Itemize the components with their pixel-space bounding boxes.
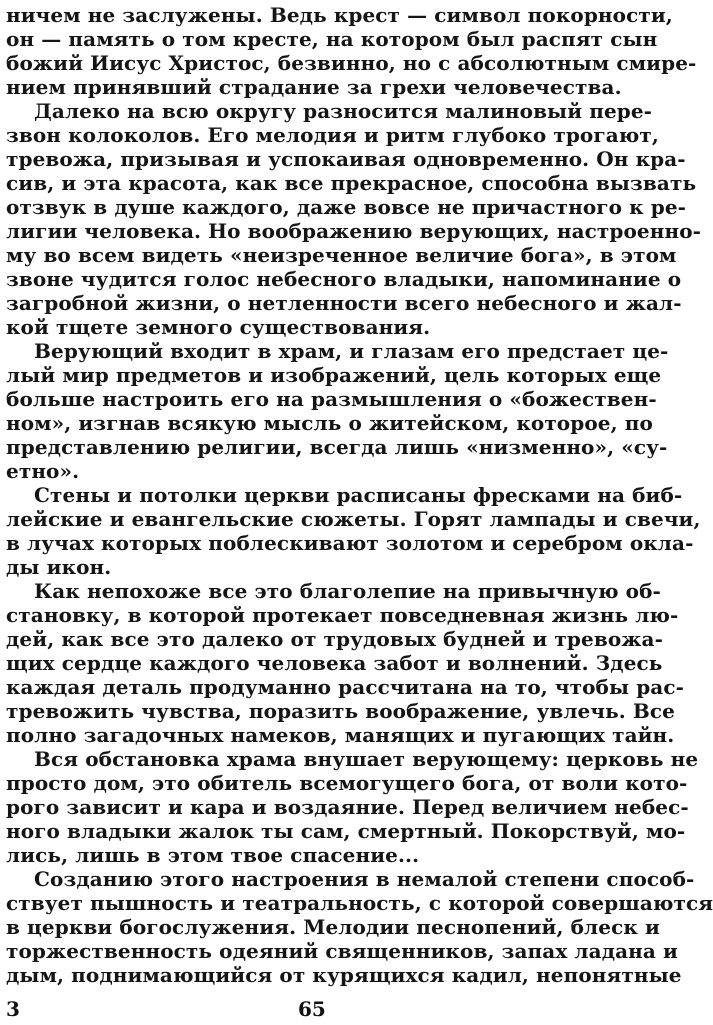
text-line: больше настроить его на размышления о «божествен- bbox=[6, 387, 657, 411]
text-line: Созданию этого настроения в немалой степени способ- bbox=[34, 867, 695, 891]
text-line: сив, и эта красота, как все прекрасное, способна вызвать bbox=[6, 171, 697, 195]
text-line: в лучах которых поблескивают золотом и серебром окла- bbox=[6, 531, 694, 555]
text-line: ствует пышность и театральность, с которой совершаются bbox=[6, 891, 713, 915]
text-line: лись, лишь в этом твое спасение... bbox=[6, 843, 420, 867]
text-line: лый мир предметов и изображений, цель которых еще bbox=[6, 363, 662, 387]
text-line: Далеко на всю округу разносится малиновый пере- bbox=[34, 99, 653, 123]
text-line: щих сердце каждого человека забот и волнений. Здесь bbox=[6, 651, 663, 675]
text-line: ды икон. bbox=[6, 555, 112, 579]
text-line: дей, как все это далеко от трудовых будней и тревожа- bbox=[6, 627, 664, 651]
text-line: дым, поднимающийся от курящихся кадил, непонятные bbox=[6, 963, 682, 987]
text-line: рого зависит и кара и воздаяние. Перед величием небес- bbox=[6, 795, 689, 819]
text-line: му во всем видеть «неизреченное величие бога», в этом bbox=[6, 243, 677, 267]
text-line: представлению религии, всегда лишь «низменно», «су- bbox=[6, 435, 668, 459]
text-line: звон колоколов. Его мелодия и ритм глубоко трогают, bbox=[6, 123, 659, 147]
text-line: торжественность одеяний священников, запах ладана и bbox=[6, 939, 678, 963]
text-line: звоне чудится голос небесного владыки, напоминание о bbox=[6, 267, 682, 291]
text-line: становку, в которой протекает повседневная жизнь лю- bbox=[6, 603, 679, 627]
text-line: каждая деталь продуманно рассчитана на то, чтобы рас- bbox=[6, 675, 685, 699]
text-line: лейские и евангельские сюжеты. Горят лампады и свечи, bbox=[6, 507, 701, 531]
text-line: тревожить чувства, поразить воображение, увлечь. Все bbox=[6, 699, 676, 723]
text-line: лигии человека. Но воображению верующих, настроенно- bbox=[6, 219, 702, 243]
text-line: Стены и потолки церкви расписаны фресками на биб- bbox=[34, 483, 683, 507]
signature-mark: 3 bbox=[6, 997, 20, 1021]
text-line: ничем не заслужены. Ведь крест — символ покорности, bbox=[6, 3, 673, 27]
text-line: Верующий входит в храм, и глазам его предстает це- bbox=[34, 339, 669, 363]
text-line: Как непохоже все это благолепие на привычную об- bbox=[34, 579, 661, 603]
text-line: он — память о том кресте, на котором был распят сын bbox=[6, 27, 658, 51]
text-line: тревожа, призывая и успокаивая одновременно. Он кра- bbox=[6, 147, 686, 171]
text-line: в церкви богослужения. Мелодии песнопений, блеск и bbox=[6, 915, 660, 939]
text-line: нием принявший страдание за грехи человечества. bbox=[6, 75, 622, 99]
text-line: ного владыки жалок ты сам, смертный. Покорствуй, мо- bbox=[6, 819, 686, 843]
text-line: божий Иисус Христос, безвинно, но с абсолютным смире- bbox=[6, 51, 697, 75]
text-line: полно загадочных намеков, манящих и пугающих тайн. bbox=[6, 723, 675, 747]
text-line: кой тщете земного существования. bbox=[6, 315, 431, 339]
text-line: просто дом, это обитель всемогущего бога, от воли кото- bbox=[6, 771, 688, 795]
text-line: ном», изгнав всякую мысль о житейском, которое, по bbox=[6, 411, 653, 435]
text-line: етно». bbox=[6, 459, 80, 483]
text-line: Вся обстановка храма внушает верующему: церковь не bbox=[34, 747, 699, 771]
text-line: отзвук в душе каждого, даже вовсе не причастного к ре- bbox=[6, 195, 687, 219]
text-line: загробной жизни, о нетленности всего небесного и жал- bbox=[6, 291, 682, 315]
page-number: 65 bbox=[298, 997, 326, 1021]
